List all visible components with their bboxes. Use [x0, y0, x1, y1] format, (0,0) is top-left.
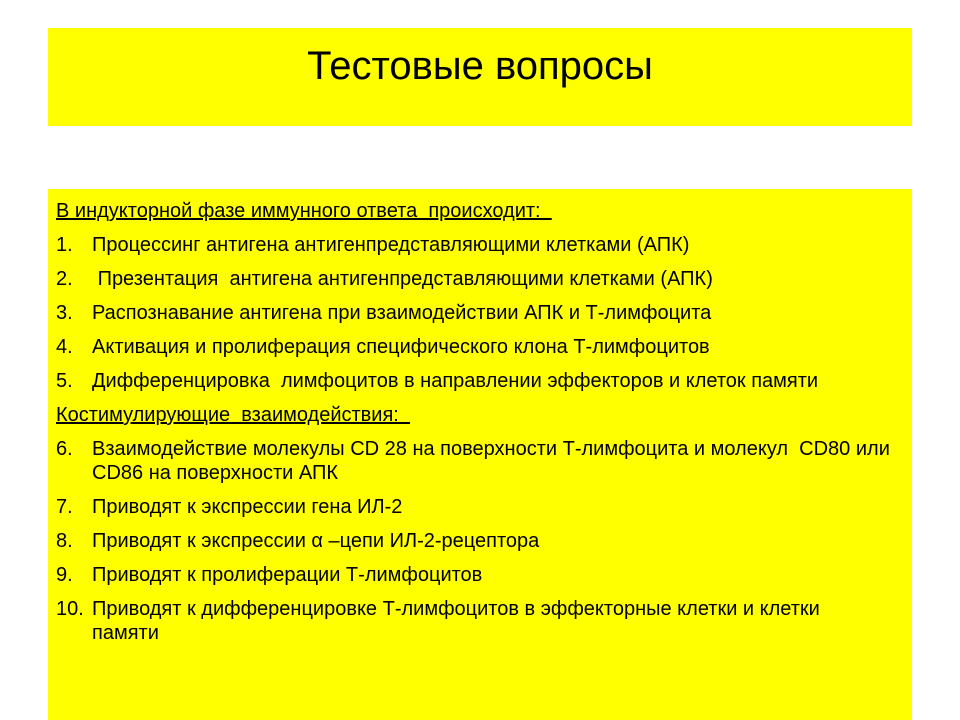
- list-item-text: Распознавание антигена при взаимодействии АПК и Т-лимфоцита: [92, 302, 712, 324]
- list-item-number: 5.: [56, 370, 73, 392]
- list-item: [56, 335, 892, 359]
- list-item-number: 1.: [56, 234, 73, 256]
- section-heading-induction-phase: В индукторной фазе иммунного ответа происходит:: [56, 200, 552, 222]
- list-item-number: 2.: [56, 268, 73, 290]
- title-box: [48, 28, 912, 126]
- list-item-number: 7.: [56, 496, 73, 518]
- slide-title: Тестовые вопросы: [307, 44, 653, 88]
- list-item: [56, 267, 892, 291]
- list-item-number: 10.: [56, 598, 84, 620]
- list-item-text: Активация и пролиферация специфического клона Т-лимфоцитов: [92, 336, 710, 358]
- list-item: [56, 369, 892, 393]
- list-item: [56, 597, 892, 645]
- list-item-text: Презентация антигена антигенпредставляющими клетками (АПК): [92, 268, 713, 290]
- list-item-text: Приводят к пролиферации Т-лимфоцитов: [92, 564, 483, 586]
- list-item-text: Взаимодействие молекулы CD 28 на поверхности Т-лимфоцита и молекул CD80 или CD86 на поверхности АПК: [92, 438, 901, 484]
- list-item-number: 8.: [56, 530, 73, 552]
- list-item-number: 6.: [56, 438, 73, 460]
- list-item: [56, 301, 892, 325]
- section-heading-costimulation: Костимулирующие взаимодействия:: [56, 404, 410, 426]
- list-item-number: 4.: [56, 336, 73, 358]
- list-item: [56, 437, 901, 485]
- list-item-text: Дифференцировка лимфоцитов в направлении эффекторов и клеток памяти: [92, 370, 819, 392]
- list-item-number: 9.: [56, 564, 73, 586]
- list-item: [56, 233, 892, 257]
- list-item: [56, 563, 892, 587]
- list-item: [56, 495, 892, 519]
- list-item-text: Приводят к экспрессии гена ИЛ-2: [92, 496, 403, 518]
- list-item-text: Процессинг антигена антигенпредставляющими клетками (АПК): [92, 234, 690, 256]
- list-item-text: Приводят к дифференцировке Т-лимфоцитов в эффекторные клетки и клетки памяти: [92, 598, 826, 644]
- content-box: [48, 189, 912, 720]
- list-item-text: Приводят к экспрессии α –цепи ИЛ-2-рецептора: [92, 530, 540, 552]
- list-item: [56, 529, 892, 553]
- list-item-number: 3.: [56, 302, 73, 324]
